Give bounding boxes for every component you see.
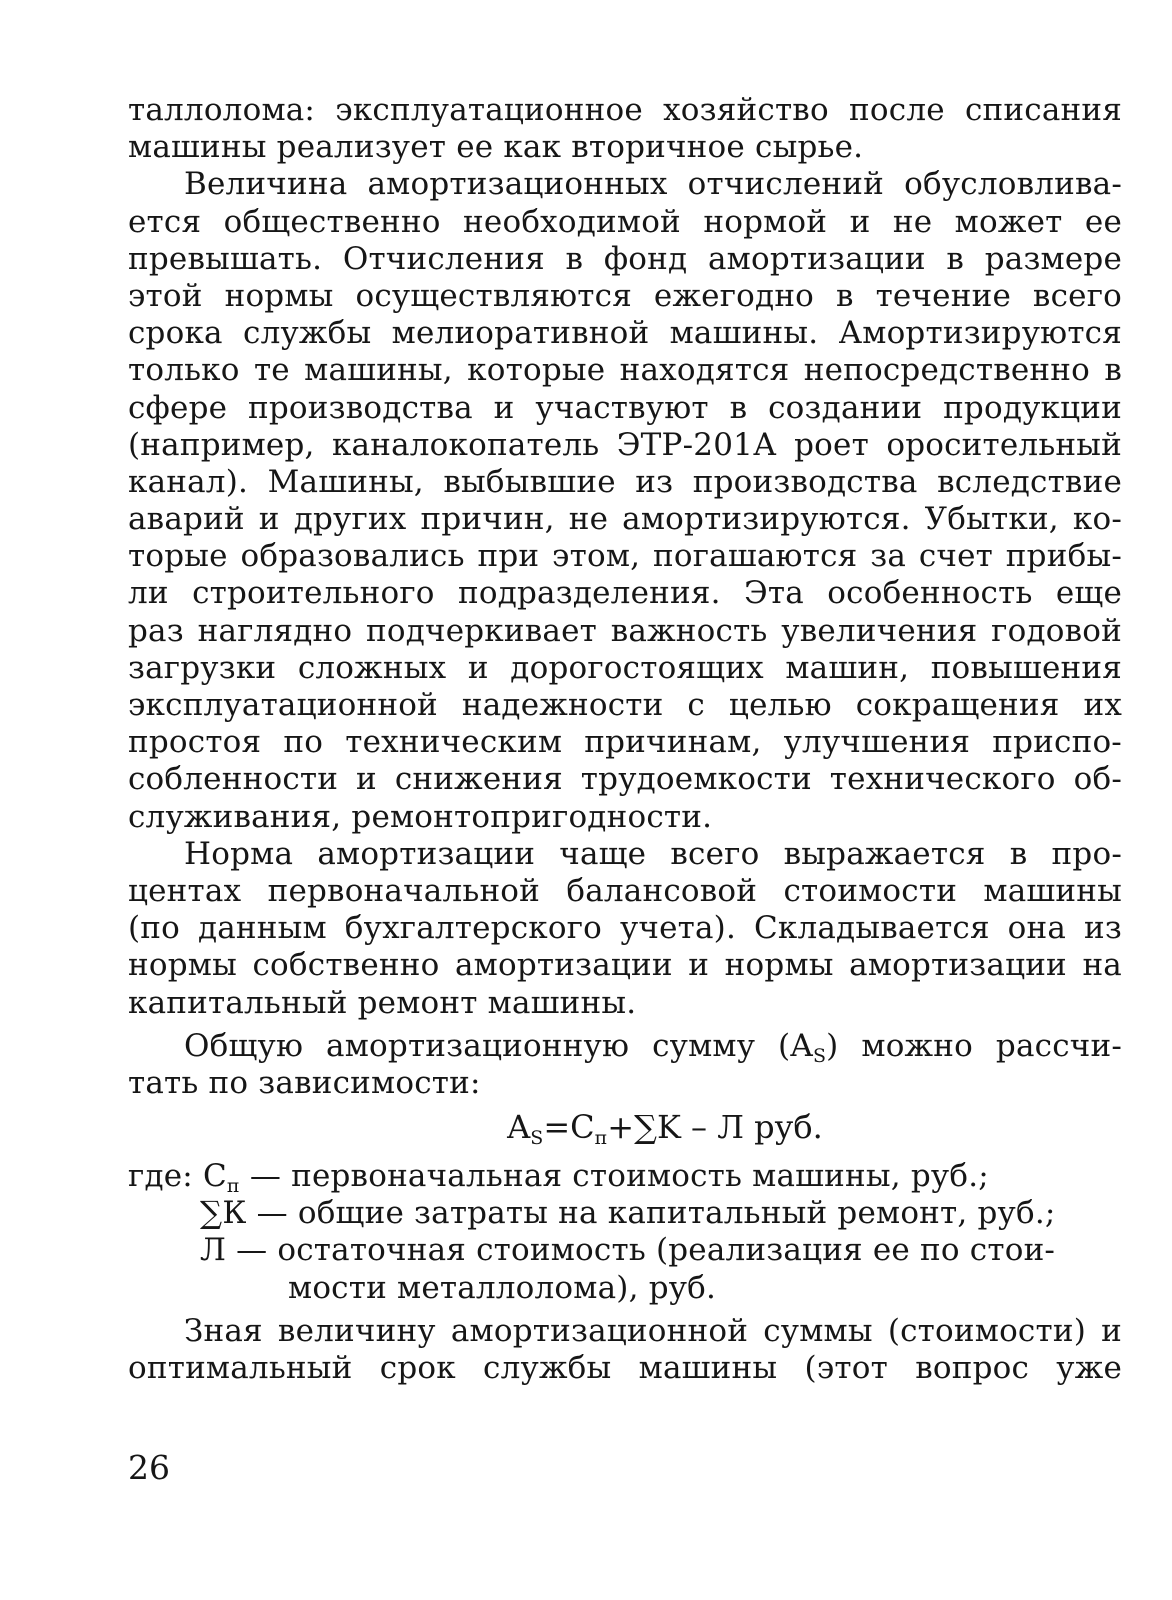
text-line: простоя по техническим причинам, улучшения приспо- xyxy=(128,724,1122,761)
text-line: срока службы мелиоративной машины. Амортизируются xyxy=(128,315,1122,352)
text-line: сфере производства и участвуют в создании продукции xyxy=(128,389,1122,426)
text-line: торые образовались при этом, погашаются за счет прибы- xyxy=(128,538,1122,575)
text-line: Величина амортизационных отчислений обусловлива- xyxy=(184,166,1122,203)
paragraph-3 xyxy=(128,836,1122,1022)
text-line: (по данным бухгалтерского учета). Складывается она из xyxy=(128,910,1122,947)
text-line: собленности и снижения трудоемкости технического об- xyxy=(128,761,1122,798)
text-line: эксплуатационной надежности с целью сокращения их xyxy=(128,687,1122,723)
definitions-list xyxy=(128,1158,1122,1307)
text-fragment: ) можно рассчи- xyxy=(826,1027,1122,1064)
text-line: капитальный ремонт машины. xyxy=(128,984,637,1021)
text-fragment: Общую амортизационную сумму (A xyxy=(184,1027,813,1064)
text-line: машины реализует ее как вторичное сырье. xyxy=(128,129,864,166)
text-line: (например, каналокопатель ЭТР-201А роет оросительный xyxy=(128,426,1122,463)
page-body xyxy=(128,92,1122,1387)
text-line: этой нормы осуществляются ежегодно в течение всего xyxy=(128,277,1122,314)
formula-lhs: A xyxy=(507,1108,531,1147)
def-symbol-sub: п xyxy=(226,1175,240,1198)
text-line: аварий и других причин, не амортизируются. Убытки, ко- xyxy=(128,501,1122,538)
text-line: оптимальный срок службы машины (этот вопрос уже xyxy=(128,1350,1122,1386)
definition-l-cont: мости металлолома), руб. xyxy=(288,1269,717,1306)
text-line: нормы собственно амортизации и нормы амортизации на xyxy=(128,947,1122,984)
paragraph-4 xyxy=(128,1028,1122,1102)
text-line: ли строительного подразделения. Эта особенность еще xyxy=(128,575,1122,612)
def-symbol: С xyxy=(202,1158,227,1195)
text-line: раз наглядно подчеркивает важность увеличения годовой xyxy=(128,612,1122,649)
text-line: превышать. Отчисления в фонд амортизации в размере xyxy=(128,240,1122,277)
text-line: только те машины, которые находятся непосредственно в xyxy=(128,352,1122,389)
formula-eq: =C xyxy=(543,1108,595,1147)
subscript: S xyxy=(812,1044,827,1067)
where-label: где: xyxy=(128,1158,193,1195)
text-line: тать по зависимости: xyxy=(128,1064,481,1101)
text-line: служивания, ремонтопригодности. xyxy=(128,798,713,835)
text-line: канал). Машины, выбывшие из производства вследствие xyxy=(128,463,1122,500)
page-number: 26 xyxy=(128,1448,170,1487)
text-line: центах первоначальной балансовой стоимости машины xyxy=(128,872,1122,909)
definition-cp xyxy=(128,1158,1122,1198)
text-line xyxy=(128,1028,1122,1065)
text-line: таллолома: эксплуатационное хозяйство после списания xyxy=(128,92,1122,128)
text-line: ется общественно необходимой нормой и не может ее xyxy=(128,203,1122,240)
text-line: Норма амортизации чаще всего выражается в про- xyxy=(184,835,1122,872)
text-line: Зная величину амортизационной суммы (стоимости) и xyxy=(184,1312,1122,1349)
paragraph-2 xyxy=(128,166,1122,835)
definition-sum-k: ∑К — общие затраты на капитальный ремонт, руб.; xyxy=(200,1195,1056,1232)
formula-lhs-sub: S xyxy=(530,1127,544,1150)
amortization-formula xyxy=(128,1102,1122,1158)
definition-l: Л — остаточная стоимость (реализация ее по стои- xyxy=(200,1232,1056,1269)
formula-rest: +∑K – Л руб. xyxy=(607,1108,823,1147)
paragraph-5 xyxy=(128,1313,1122,1387)
def-text: — первоначальная стоимость машины, руб.; xyxy=(249,1158,989,1195)
text-line: загрузки сложных и дорогостоящих машин, повышения xyxy=(128,649,1122,686)
paragraph-1 xyxy=(128,92,1122,166)
formula-c-sub: п xyxy=(594,1127,608,1150)
